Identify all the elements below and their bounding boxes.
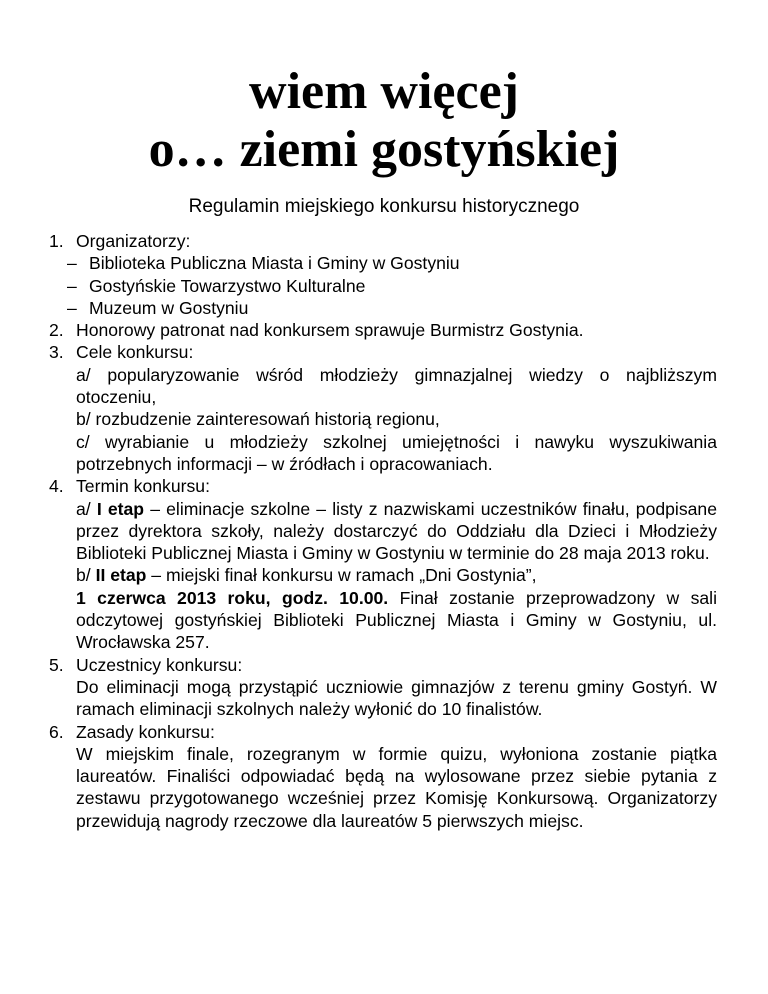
section-heading: Zasady konkursu: [76, 721, 215, 742]
stage-1-text: – eliminacje szkolne – listy z nazwiskami uczestników finału, podpisane przez dyrektora szkoły, należy dostarczyć do Oddziału dla Dzieci i Młodzieży Biblioteki Publicznej Miasta i Gminy w Gostyniu w terminie do 28 maja 2013 roku. [76, 498, 717, 564]
document-title-line-2: o… ziemi gostyńskiej [148, 121, 620, 178]
section-number: 6. [49, 721, 64, 742]
stage-1 [76, 498, 717, 565]
stage-2-prefix: b/ [76, 565, 96, 586]
section-text: Do eliminacji mogą przystąpić uczniowie gimnazjów z terenu gminy Gostyń. W ramach eliminacji szkolnych należy wyłonić do 10 finalistów. [76, 676, 717, 720]
stage-2-text: – miejski finał konkursu w ramach „Dni Gostynia”, [146, 565, 537, 586]
stage-2-label: II etap [95, 565, 147, 586]
section-text: W miejskim finale, rozegranym w formie quizu, wyłoniona zostanie piątka laureatów. Finaliści odpowiadać będą na wylosowane przez siebie pytania z zestawu przygotowanego wcześniej przez Komisję Konkursową. Organizatorzy przewidują nagrody rzeczowe dla laureatów 5 pierwszych miejsc. [76, 743, 717, 831]
section-participants [49, 654, 717, 721]
section-heading: Termin konkursu: [76, 476, 210, 497]
section-heading: Uczestnicy konkursu: [76, 654, 243, 675]
section-patronage [49, 319, 717, 341]
section-number: 3. [49, 342, 64, 363]
section-heading: Cele konkursu: [76, 342, 194, 363]
section-rules [49, 721, 717, 832]
goal-a: a/ popularyzowanie wśród młodzieży gimnazjalnej wiedzy o najbliższym otoczeniu, [76, 364, 717, 408]
final-location: Finał zostanie przeprowadzony w sali odczytowej gostyńskiej Biblioteki Publicznej Miasta i Gminy w Gostyniu, ul. Wrocławska 257. [76, 587, 717, 653]
stage-1-label: I etap [96, 498, 145, 519]
goal-b: b/ rozbudzenie zainteresowań historią regionu, [76, 409, 440, 430]
organizer-item: – Biblioteka Publiczna Miasta i Gminy w Gostyniu [49, 252, 717, 274]
organizer-item: – Muzeum w Gostyniu [49, 297, 717, 319]
section-number: 1. [49, 231, 64, 251]
goal-c: c/ wyrabianie u młodzieży szkolnej umiejętności i nawyku wyszukiwania potrzebnych informacji – w źródłach i opracowaniach. [76, 431, 717, 474]
stage-2 [76, 564, 717, 586]
section-number: 2. [49, 320, 64, 341]
organizer-item: – Gostyńskie Towarzystwo Kulturalne [49, 275, 717, 297]
section-heading: Organizatorzy: [76, 231, 191, 251]
section-schedule [49, 475, 717, 653]
final-date: 1 czerwca 2013 roku, godz. 10.00. [76, 587, 389, 608]
stage-2-details [76, 587, 717, 654]
regulations-body [49, 230, 717, 832]
section-number: 4. [49, 476, 64, 497]
document-title-line-1: wiem więcej [249, 63, 519, 120]
section-goals [49, 341, 717, 475]
stage-1-prefix: a/ [76, 498, 97, 519]
document-subtitle: Regulamin miejskiego konkursu historycznego [188, 196, 580, 217]
section-text: Honorowy patronat nad konkursem sprawuje Burmistrz Gostynia. [76, 320, 584, 341]
section-number: 5. [49, 654, 64, 675]
section-organizers [49, 230, 717, 252]
